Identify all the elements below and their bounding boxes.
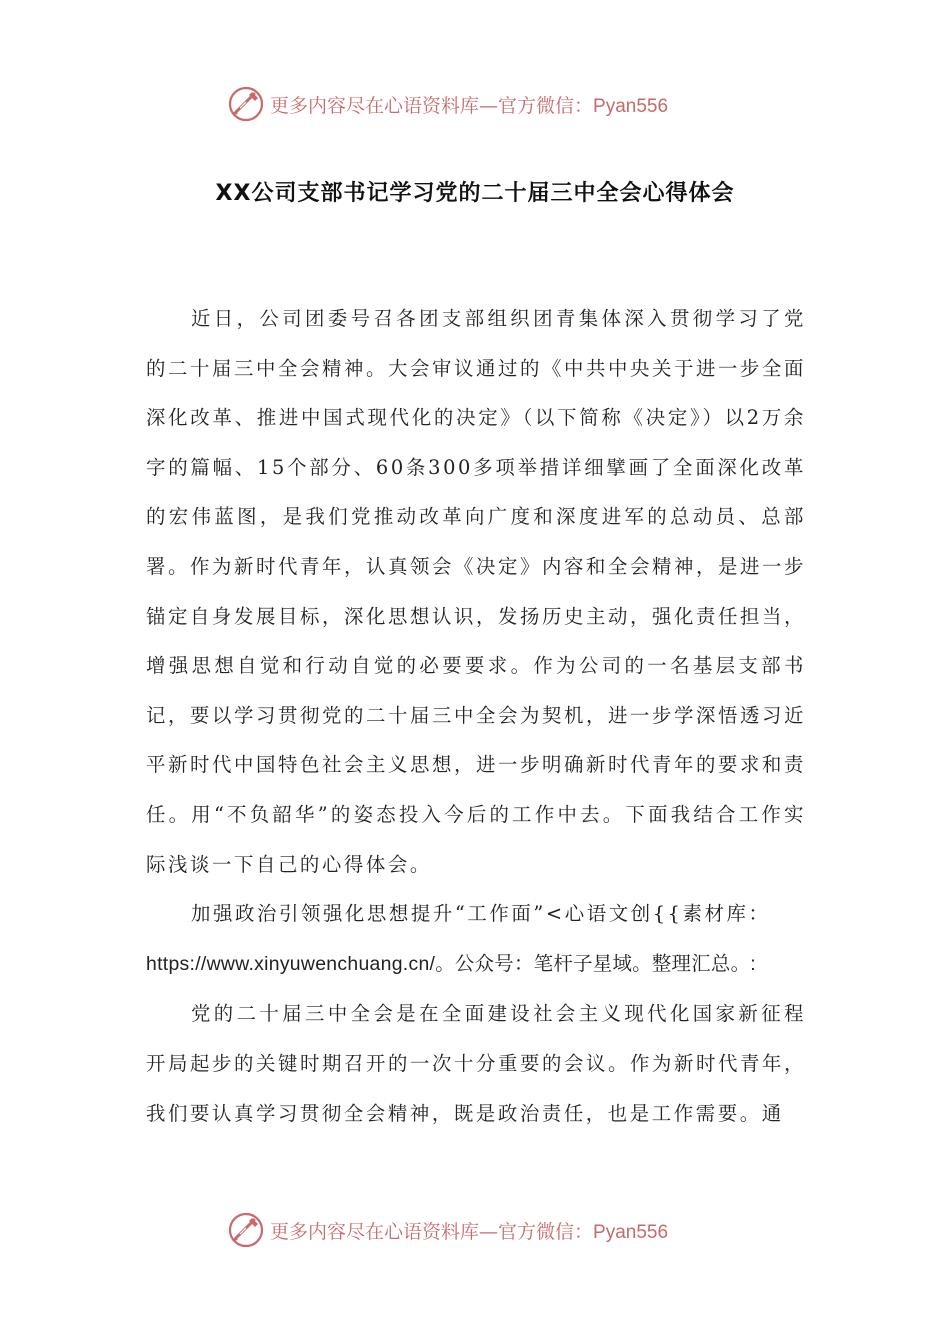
header-banner (0, 82, 950, 126)
banner-slogan: 更多内容尽在心语资料库 (270, 1220, 480, 1243)
document-body (146, 294, 806, 1138)
banner-wechat-id: Pyan556 (593, 95, 669, 117)
source-url-text: https://www.xinyuwenchuang.cn/。公众号：笔杆子星域。整理汇总。: (146, 952, 756, 975)
footer-banner (0, 1208, 950, 1252)
banner-slogan: 更多内容尽在心语资料库 (270, 94, 480, 117)
banner-wechat-id: Pyan556 (593, 1221, 669, 1243)
paragraph-section-heading: 加强政治引领强化思想提升“工作面”<心语文创{{素材库： (191, 902, 771, 926)
paragraph-source-link (146, 939, 806, 990)
banner-wechat-label: 官方微信： (498, 1220, 594, 1243)
paragraph-body: 党的二十届三中全会是在全面建设社会主义现代化国家新征程开局起步的关键时期召开的一次十分重要的会议。作为新时代青年，我们要认真学习贯彻全会精神，既是政治责任，也是工作需要。通 (146, 1002, 806, 1125)
pen-logo-icon (226, 84, 266, 124)
banner-dash: — (479, 94, 499, 117)
pen-logo-icon (226, 1210, 266, 1250)
banner-wechat-label: 官方微信： (498, 94, 594, 117)
paragraph-intro: 近日，公司团委号召各团支部组织团青集体深入贯彻学习了党的二十届三中全会精神。大会审议通过的《中共中央关于进一步全面深化改革、推进中国式现代化的决定》（以下简称《决定》）以2万余字的篇幅、15个部分、60条300多项举措详细擘画了全面深化改革的宏伟蓝图，是我们党推动改革向广度和深度进军的总动员、总部署。作为新时代青年，认真领会《决定》内容和全会精神，是进一步锚定自身发展目标，深化思想认识，发扬历史主动，强化责任担当，增强思想自觉和行动自觉的必要要求。作为公司的一名基层支部书记，要以学习贯彻党的二十届三中全会为契机，进一步学深悟透习近平新时代中国特色社会主义思想，进一步明确新时代青年的要求和责任。用“不负韶华”的姿态投入今后的工作中去。下面我结合工作实际浅谈一下自己的心得体会。 (146, 307, 806, 876)
document-title: XX公司支部书记学习党的二十届三中全会心得体会 (215, 181, 735, 206)
banner-dash: — (479, 1220, 499, 1243)
